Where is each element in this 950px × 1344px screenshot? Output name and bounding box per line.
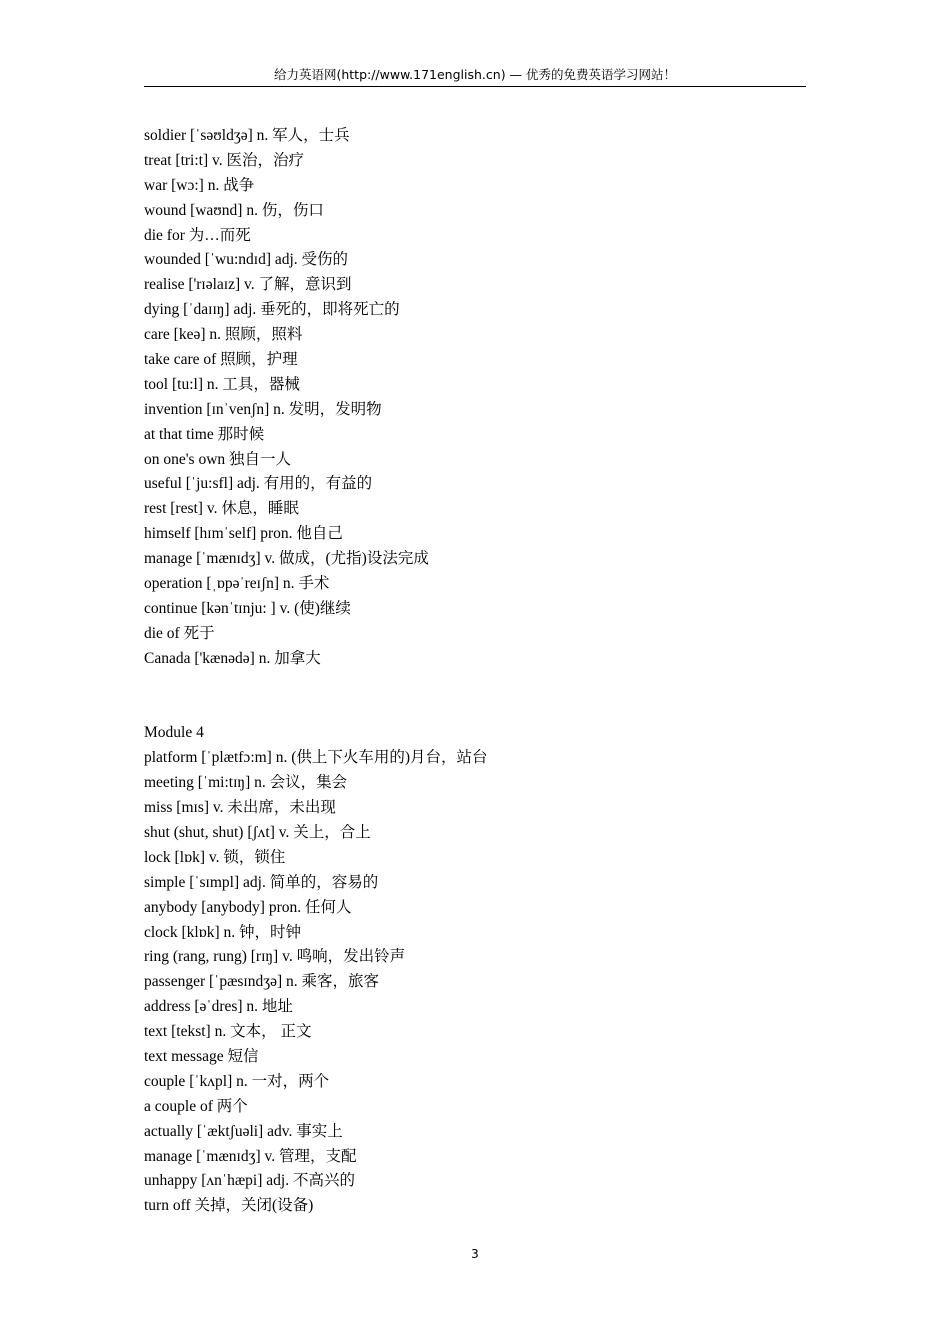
vocab-entry: die for 为…而死 bbox=[144, 226, 251, 244]
vocab-entry: at that time 那时候 bbox=[144, 425, 265, 443]
vocab-entry: invention [ɪnˈvenʃn] n. 发明，发明物 bbox=[144, 400, 382, 418]
vocab-entry: unhappy [ʌnˈhæpi] adj. 不高兴的 bbox=[144, 1172, 355, 1190]
vocab-entry: Canada ['kænədə] n. 加拿大 bbox=[144, 649, 321, 667]
vocab-entry: text message 短信 bbox=[144, 1047, 259, 1065]
page-header bbox=[144, 66, 806, 87]
vocab-entry: take care of 照顾，护理 bbox=[144, 351, 298, 369]
vocab-entry: continue [kənˈtɪnju: ] v. (使)继续 bbox=[144, 599, 351, 617]
vocab-entry: war [wɔ:] n. 战争 bbox=[144, 176, 255, 194]
vocab-entry: address [əˈdres] n. 地址 bbox=[144, 998, 293, 1016]
vocab-entry: tool [tu:l] n. 工具，器械 bbox=[144, 375, 300, 393]
vocab-entry: text [tekst] n. 文本， 正文 bbox=[144, 1023, 312, 1041]
section-heading: Module 4 bbox=[144, 724, 204, 742]
vocab-entry: himself [hɪmˈself] pron. 他自己 bbox=[144, 525, 343, 543]
vocab-entry: die of 死于 bbox=[144, 624, 215, 642]
vocab-section-module-4 bbox=[144, 721, 804, 1219]
vocab-entry: manage [ˈmænɪdʒ] v. 做成，(尤指)设法完成 bbox=[144, 550, 429, 568]
vocab-entry: realise ['rɪəlaɪz] v. 了解，意识到 bbox=[144, 276, 352, 294]
vocab-entry: couple [ˈkʌpl] n. 一对，两个 bbox=[144, 1072, 330, 1090]
header-text: 给力英语网(http://www.171english.cn) — 优秀的免费英语学习网站！ bbox=[273, 67, 677, 82]
vocab-entry: treat [tri:t] v. 医治，治疗 bbox=[144, 151, 304, 169]
vocab-entry: operation [ˌɒpəˈreɪʃn] n. 手术 bbox=[144, 575, 330, 593]
vocab-entry: soldier [ˈsəʊldʒə] n. 军人，士兵 bbox=[144, 127, 350, 144]
vocab-section-a bbox=[144, 124, 804, 672]
vocab-entry: shut (shut, shut) [ʃʌt] v. 关上，合上 bbox=[144, 823, 371, 841]
vocab-entry: dying [ˈdaɪɪŋ] adj. 垂死的，即将死亡的 bbox=[144, 301, 400, 319]
vocab-entry: useful [ˈju:sfl] adj. 有用的，有益的 bbox=[144, 475, 373, 493]
vocab-entry: turn off 关掉，关闭(设备) bbox=[144, 1197, 314, 1215]
vocab-entry: platform [ˈplætfɔ:m] n. (供上下火车用的)月台，站台 bbox=[144, 749, 488, 767]
vocab-entry: lock [lɒk] v. 锁，锁住 bbox=[144, 848, 286, 866]
vocab-entry: wound [waʊnd] n. 伤，伤口 bbox=[144, 201, 324, 219]
vocab-entry: miss [mɪs] v. 未出席，未出现 bbox=[144, 799, 336, 817]
page-footer bbox=[0, 1246, 950, 1262]
vocab-entry: wounded [ˈwu:ndɪd] adj. 受伤的 bbox=[144, 251, 349, 269]
vocab-entry: rest [rest] v. 休息，睡眠 bbox=[144, 500, 299, 518]
vocab-entry: on one's own 独自一人 bbox=[144, 450, 292, 468]
vocab-entry: passenger [ˈpæsɪndʒə] n. 乘客，旅客 bbox=[144, 973, 380, 991]
section-spacer bbox=[144, 672, 804, 722]
page-number: 3 bbox=[471, 1247, 479, 1261]
vocab-entry: actually [ˈæktʃuəli] adv. 事实上 bbox=[144, 1122, 343, 1140]
vocab-entry: care [keə] n. 照顾，照料 bbox=[144, 326, 303, 344]
vocab-entry: clock [klɒk] n. 钟，时钟 bbox=[144, 923, 302, 941]
vocabulary-list bbox=[144, 124, 804, 1219]
vocab-entry: manage [ˈmænɪdʒ] v. 管理，支配 bbox=[144, 1147, 357, 1165]
vocab-entry: a couple of 两个 bbox=[144, 1097, 248, 1115]
vocab-entry: anybody [anybody] pron. 任何人 bbox=[144, 898, 352, 916]
vocab-entry: ring (rang, rung) [rɪŋ] v. 鸣响，发出铃声 bbox=[144, 948, 406, 966]
vocab-entry: simple [ˈsɪmpl] adj. 简单的，容易的 bbox=[144, 873, 379, 891]
vocab-entry: meeting [ˈmi:tɪŋ] n. 会议，集会 bbox=[144, 774, 348, 792]
